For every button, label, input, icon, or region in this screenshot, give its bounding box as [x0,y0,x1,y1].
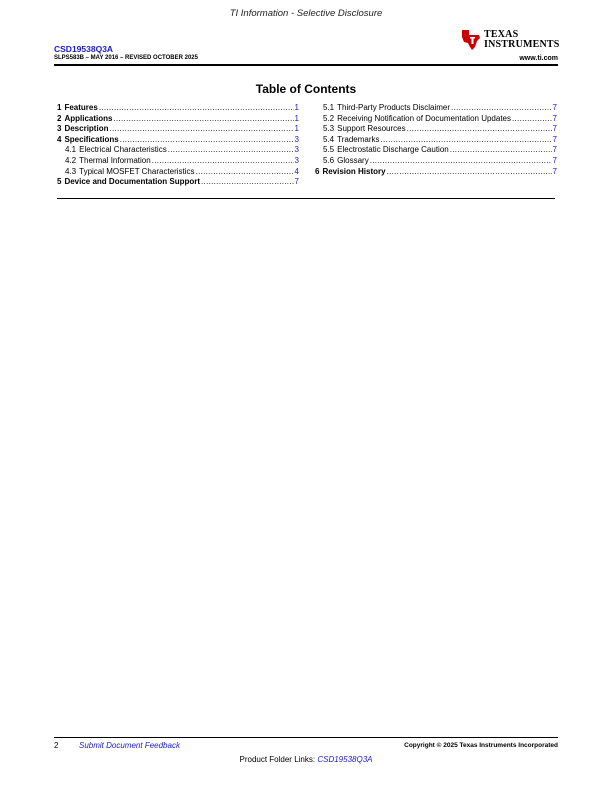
toc-page-link[interactable]: 7 [552,134,557,144]
toc-dot-leader [387,167,552,178]
toc-entry-label: Trademarks [337,134,380,144]
toc-dot-leader [120,135,294,146]
header-divider [54,64,558,66]
folder-links-label: Product Folder Links: [239,755,316,764]
toc-entry[interactable] [57,114,299,125]
toc-dot-leader [196,167,294,178]
toc-dot-leader [370,156,552,167]
submit-feedback-link[interactable]: Submit Document Feedback [79,741,180,750]
toc-entry-label: Features [64,103,98,112]
toc-left-column [57,103,299,188]
toc-page-link[interactable]: 7 [552,166,557,176]
toc-entry-number: 4.3 [65,166,77,176]
toc-entry-label: Device and Documentation Support [64,177,201,187]
toc-dot-leader [113,114,293,125]
toc-entry-label: Glossary [337,155,369,165]
toc-dot-leader [450,145,552,156]
toc-page-link[interactable]: 1 [294,113,299,123]
toc-entry-label: Thermal Information [79,155,151,165]
toc-entry-number: 5 [57,177,62,187]
toc-entry-number: 4.2 [65,155,77,165]
toc-dot-leader [99,103,294,114]
toc-entry-label: Electrostatic Discharge Caution [337,145,449,155]
ti-logo [460,28,560,54]
toc-entry[interactable] [315,156,557,167]
toc-entry-number: 2 [57,113,62,123]
toc-dot-leader [512,114,552,125]
toc-entry-number: 5.1 [323,103,335,112]
toc-entry-label: Applications [64,113,113,123]
footer-divider [54,737,558,738]
toc-entry-number: 3 [57,124,62,134]
toc-entry[interactable] [57,124,299,135]
toc-entry-number: 4.1 [65,145,77,155]
toc-dot-leader [109,124,293,135]
toc-entry-label: Description [64,124,109,134]
toc-page-link[interactable]: 3 [294,155,299,165]
toc-entry[interactable] [57,177,299,188]
toc-dot-leader [168,145,294,156]
toc-entry-number: 5.5 [323,145,335,155]
toc-entry[interactable] [315,124,557,135]
toc-entry[interactable] [57,167,299,178]
toc-entry-number: 6 [315,166,320,176]
revision-line: SLPS583B – MAY 2016 – REVISED OCTOBER 2025 [54,55,198,61]
toc-entry-label: Electrical Characteristics [79,145,167,155]
toc-entry-label: Third-Party Products Disclaimer [337,103,451,112]
toc-dot-leader [381,135,552,146]
toc-page-link[interactable]: 3 [294,134,299,144]
toc-page-link[interactable]: 7 [552,155,557,165]
toc-entry-label: Specifications [64,134,119,144]
toc-page-link[interactable]: 7 [552,103,557,112]
toc-entry[interactable] [57,156,299,167]
toc-dot-leader [201,177,294,188]
toc-divider [57,198,555,199]
product-folder-links [0,755,612,764]
toc-dot-leader [407,124,552,135]
toc-entry[interactable] [57,135,299,146]
toc-dot-leader [152,156,294,167]
toc-page-link[interactable]: 1 [294,124,299,134]
toc-page-link[interactable]: 1 [294,103,299,112]
logo-line-instruments: INSTRUMENTS [484,39,560,50]
toc-entry-number: 5.2 [323,113,335,123]
toc-entry-label: Support Resources [337,124,406,134]
toc-page-link[interactable]: 7 [552,145,557,155]
toc-entry[interactable] [315,145,557,156]
toc-entry[interactable] [315,135,557,146]
page-number: 2 [54,741,59,750]
toc-entry-label: Revision History [322,166,386,176]
toc-entry-number: 5.4 [323,134,335,144]
logo-wordmark [484,30,560,50]
toc-entry-number: 4 [57,134,62,144]
website-link[interactable]: www.ti.com [519,55,558,62]
toc-entry-number: 5.6 [323,155,335,165]
toc-entry-number: 5.3 [323,124,335,134]
toc-page-link[interactable]: 3 [294,145,299,155]
toc-page-link[interactable]: 4 [294,166,299,176]
toc-title: Table of Contents [255,82,357,96]
toc-entry[interactable] [315,103,557,114]
document-id[interactable]: CSD19538Q3A [54,44,114,54]
toc-page-link[interactable]: 7 [552,124,557,134]
toc-entry[interactable] [315,167,557,178]
toc-entry[interactable] [57,103,299,114]
texas-state-icon [460,28,482,52]
toc-page-link[interactable]: 7 [552,113,557,123]
copyright-notice: Copyright © 2025 Texas Instruments Incorporated [404,742,558,749]
toc-entry-label: Receiving Notification of Documentation Updates [337,113,511,123]
toc-page-link[interactable]: 7 [294,177,299,187]
toc-right-column [315,103,557,177]
toc-dot-leader [451,103,552,114]
toc-entry-number: 1 [57,103,62,112]
logo-line-texas: TEXAS [484,29,519,40]
toc-entry-label: Typical MOSFET Characteristics [79,166,195,176]
toc-entry[interactable] [315,114,557,125]
toc-entry[interactable] [57,145,299,156]
disclosure-banner: TI Information - Selective Disclosure [229,8,383,19]
product-folder-link[interactable]: CSD19538Q3A [317,755,373,764]
